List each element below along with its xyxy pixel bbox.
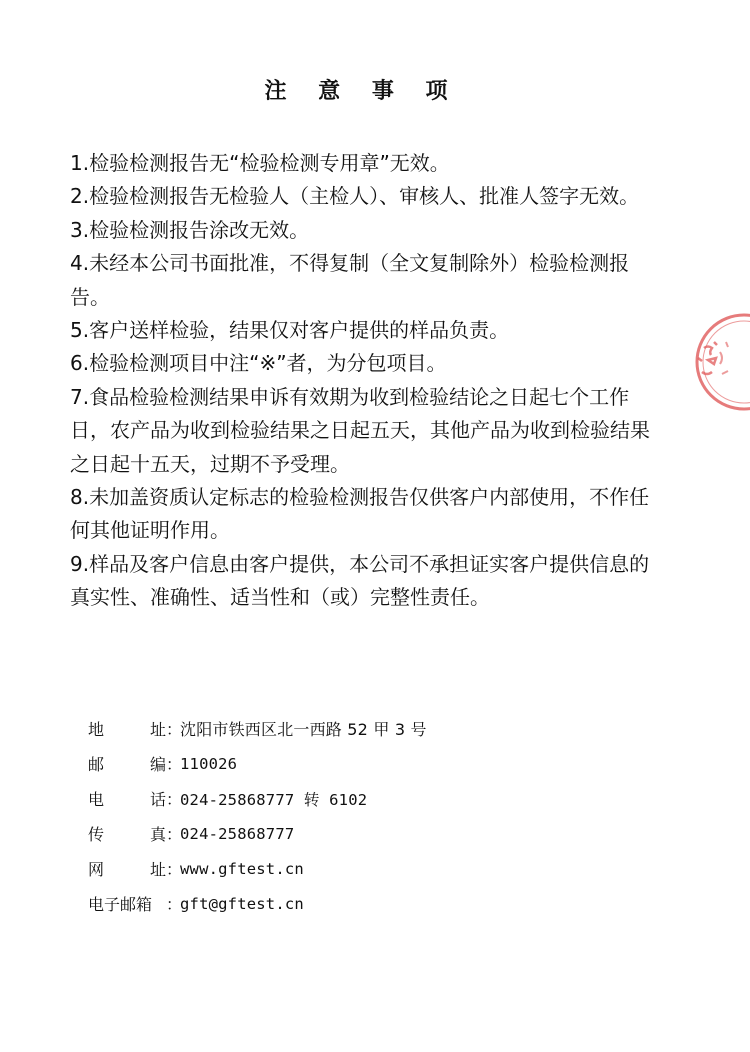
notice-item: 4.未经本公司书面批准，不得复制（全文复制除外）检验检测报告。 xyxy=(70,251,630,309)
contact-info xyxy=(88,711,508,921)
contact-label: 传 真 xyxy=(88,825,166,844)
contact-postcode: 邮 编 ： 110026 xyxy=(88,746,508,781)
seal-stamp-edge xyxy=(686,312,750,412)
contact-email: 电子邮箱 ： gft@gftest.cn xyxy=(88,886,508,921)
fax-value: 024-25868777 xyxy=(180,824,295,843)
contact-website: 网 址 ： www.gftest.cn xyxy=(88,851,508,886)
contact-phone: 电 话 ： 024-25868777 转 6102 xyxy=(88,781,508,816)
address-value: 沈阳市铁西区北一西路 52 甲 3 号 xyxy=(180,720,427,739)
seal-stamp-icon xyxy=(686,312,750,412)
notice-item: 2.检验检测报告无检验人（主检人）、审核人、批准人签字无效。 xyxy=(70,184,640,209)
contact-label: 地 址 xyxy=(88,720,166,739)
notice-item: 5.客户送样检验，结果仅对客户提供的样品负责。 xyxy=(70,318,510,343)
contact-label: 电子邮箱 xyxy=(88,895,153,914)
notice-item: 3.检验检测报告涂改无效。 xyxy=(70,217,310,242)
notice-item: 6.检验检测项目中注“※”者，为分包项目。 xyxy=(70,351,447,376)
notice-item: 8.未加盖资质认定标志的检验检测报告仅供客户内部使用，不作任何其他证明作用。 xyxy=(70,485,650,543)
notice-item: 1.检验检测报告无“检验检测专用章”无效。 xyxy=(70,151,450,175)
contact-address: 地 址 ： 沈阳市铁西区北一西路 52 甲 3 号 xyxy=(88,711,508,746)
contact-label: 邮 编 xyxy=(88,755,166,774)
email-link[interactable]: gft@gftest.cn xyxy=(180,894,304,913)
notice-item: 7.食品检验检测结果申诉有效期为收到检验结论之日起七个工作日，农产品为收到检验结果之日起五天，其他产品为收到检验结果之日起十五天，过期不予受理。 xyxy=(70,384,650,476)
notice-item: 9.样品及客户信息由客户提供，本公司不承担证实客户提供信息的真实性、准确性、适当性和（或）完整性责任。 xyxy=(70,551,650,610)
website-link[interactable]: www.gftest.cn xyxy=(180,859,304,878)
contact-label: 网 址 xyxy=(88,860,166,879)
phone-value: 024-25868777 转 6102 xyxy=(180,790,368,809)
page-title: 注 意 事 项 xyxy=(264,79,460,104)
contact-label: 电 话 xyxy=(88,790,166,809)
postcode-value: 110026 xyxy=(180,754,238,773)
contact-fax: 传 真 ： 024-25868777 xyxy=(88,816,508,851)
notice-list xyxy=(70,147,655,615)
